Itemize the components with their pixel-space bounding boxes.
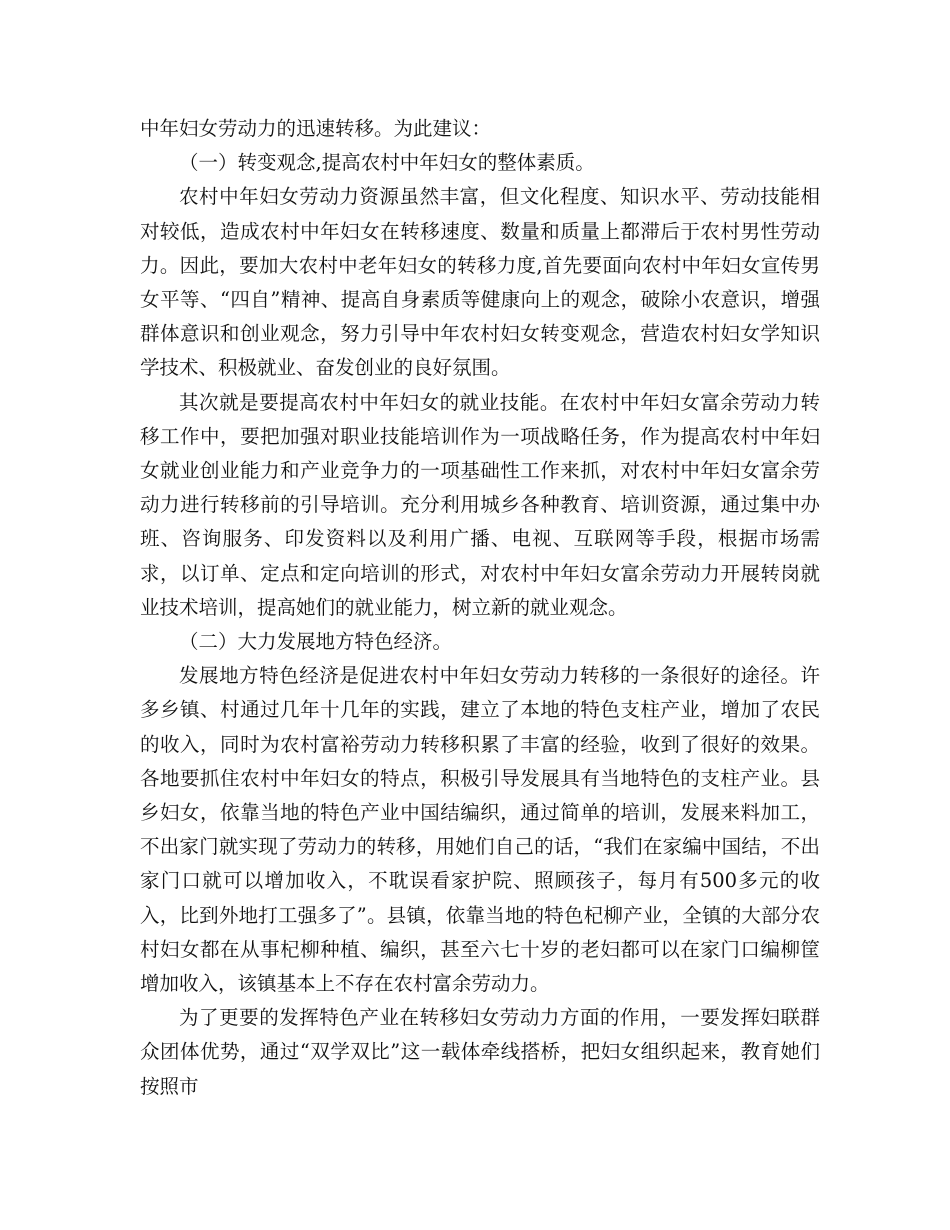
document-body xyxy=(140,112,820,1104)
paragraph-body: 为了更要的发挥特色产业在转移妇女劳动力方面的作用，一要发挥妇联群众团体优势，通过“双学双比”这一载体牵线搭桥，把妇女组织起来，教育她们按照市 xyxy=(140,1006,820,1098)
paragraph-continued: 中年妇女劳动力的迅速转移。为此建议： xyxy=(140,117,492,140)
section-heading-2: （二）大力发展地方特色经济。 xyxy=(179,630,453,654)
paragraph-body: 其次就是要提高农村中年妇女的就业技能。在农村中年妇女富余劳动力转移工作中，要把加强对职业技能培训作为一项战略任务，作为提高农村中年妇女就业创业能力和产业竞争力的一项基础性工作来抓，对农村中年妇女富余劳动力进行转移前的引导培训。充分利用城乡各种教育、培训资源，通过集中办班、咨询服务、印发资料以及利用广播、电视、互联网等手段，根据市场需求，以订单、定点和定向培训的形式，对农村中年妇女富余劳动力开展转岗就业技术培训，提高她们的就业能力，树立新的就业观念。 xyxy=(140,390,820,619)
paragraph-body: 农村中年妇女劳动力资源虽然丰富，但文化程度、知识水平、劳动技能相对较低，造成农村中年妇女在转移速度、数量和质量上都滞后于农村男性劳动力。因此，要加大农村中老年妇女的转移力度,首先要面向农村中年妇女宣传男女平等、“四自”精神、提高自身素质等健康向上的观念，破除小农意识，增强群体意识和创业观念，努力引导中年农村妇女转变观念，营造农村妇女学知识学技术、积极就业、奋发创业的良好氛围。 xyxy=(140,185,820,380)
section-heading-1: （一）转变观念,提高农村中年妇女的整体素质。 xyxy=(179,151,595,175)
paragraph-body: 发展地方特色经济是促进农村中年妇女劳动力转移的一条很好的途径。许多乡镇、村通过几年十几年的实践，建立了本地的特色支柱产业，增加了农民的收入，同时为农村富裕劳动力转移积累了丰富的经验，收到了很好的效果。各地要抓住农村中年妇女的特点，积极引导发展具有当地特色的支柱产业。县乡妇女，依靠当地的特色产业中国结编织，通过简单的培训，发展来料加工，不出家门就实现了劳动力的转移，用她们自己的话，“我们在家编中国结，不出家门口就可以增加收入，不耽误看家护院、照顾孩子，每月有500多元的收入，比到外地打工强多了”。县镇，依靠当地的特色杞柳产业，全镇的大部分农村妇女都在从事杞柳种植、编织，甚至六七十岁的老妇都可以在家门口编柳筐增加收入，该镇基本上不存在农村富余劳动力。 xyxy=(140,664,820,996)
